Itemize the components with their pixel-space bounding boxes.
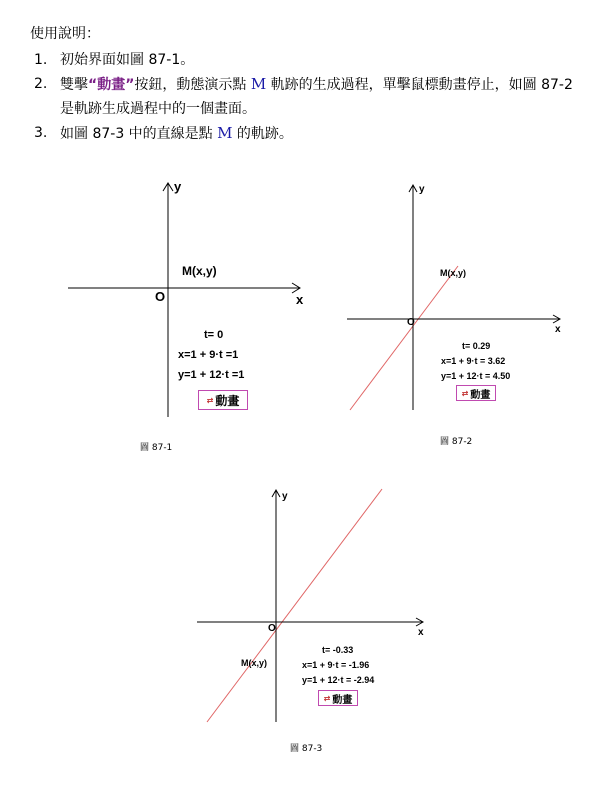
instruction-text-post: 軌跡的生成過程，單擊鼠標動畫停止，如圖 87-2 是軌跡生成過程中的一個畫面。 bbox=[60, 77, 573, 117]
animation-button-label: 動畫 bbox=[470, 389, 491, 401]
figure-caption: 圖 87-1 bbox=[140, 443, 173, 453]
origin-label: O bbox=[268, 623, 276, 634]
x-axis-label: x bbox=[418, 627, 424, 638]
instruction-text: 初始界面如圖 87-1。 bbox=[60, 52, 195, 68]
y-axis-label: y bbox=[282, 491, 288, 502]
y-equation: y=1 + 12·t =1 bbox=[178, 369, 245, 381]
point-m-label: M bbox=[217, 124, 233, 142]
y-axis-label: y bbox=[419, 184, 425, 195]
y-equation: y=1 + 12·t = -2.94 bbox=[302, 675, 375, 685]
swap-arrows-icon: ⇄ bbox=[461, 388, 469, 398]
point-label: M(x,y) bbox=[440, 268, 467, 278]
instructions bbox=[30, 22, 590, 146]
figure-caption: 圖 87-3 bbox=[290, 744, 323, 754]
animation-button-label: 動畫 bbox=[332, 694, 353, 706]
x-equation: x=1 + 9·t = 3.62 bbox=[441, 356, 506, 366]
instruction-number: 3. bbox=[34, 125, 48, 141]
x-equation: x=1 + 9·t =1 bbox=[178, 349, 239, 361]
animation-button[interactable] bbox=[198, 390, 248, 410]
figure-87-2-canvas bbox=[345, 180, 570, 415]
origin-label: O bbox=[155, 289, 166, 304]
trajectory-line bbox=[350, 266, 458, 410]
animation-button[interactable] bbox=[456, 385, 496, 401]
animation-button-label: 動畫 bbox=[215, 393, 240, 408]
origin-label: O bbox=[407, 317, 415, 328]
trajectory-line bbox=[207, 489, 382, 722]
instruction-item-1 bbox=[30, 48, 590, 72]
x-axis-label: x bbox=[555, 324, 561, 335]
instruction-text-pre: 如圖 87-3 中的直線是點 bbox=[60, 126, 218, 142]
figure-87-3-canvas bbox=[195, 485, 430, 730]
instructions-title: 使用說明： bbox=[30, 26, 100, 42]
point-label: M(x,y) bbox=[241, 658, 268, 668]
instruction-text-pre: 雙擊 bbox=[60, 77, 88, 93]
point-m-label: M bbox=[250, 75, 267, 93]
x-axis-label: x bbox=[296, 292, 304, 307]
y-axis-label: y bbox=[174, 179, 182, 194]
instruction-text-mid: 按鈕，動態演示點 bbox=[134, 77, 251, 93]
t-value-label: t= 0 bbox=[204, 329, 224, 341]
swap-arrows-icon: ⇄ bbox=[206, 395, 214, 405]
t-value-label: t= -0.33 bbox=[322, 645, 354, 655]
point-label: M(x,y) bbox=[182, 264, 217, 278]
instruction-number: 2. bbox=[34, 76, 48, 92]
animation-button[interactable] bbox=[318, 690, 358, 706]
instruction-text-post: 的軌跡。 bbox=[232, 126, 293, 142]
instruction-number: 1. bbox=[34, 52, 48, 68]
animation-keyword: “動畫” bbox=[88, 77, 135, 93]
figure-87-1-canvas bbox=[60, 175, 320, 425]
y-equation: y=1 + 12·t = 4.50 bbox=[441, 371, 511, 381]
x-equation: x=1 + 9·t = -1.96 bbox=[302, 660, 370, 670]
t-value-label: t= 0.29 bbox=[462, 341, 491, 351]
instruction-item-3 bbox=[30, 121, 590, 146]
figure-87-2 bbox=[345, 180, 570, 415]
instruction-item-2 bbox=[30, 72, 590, 121]
swap-arrows-icon: ⇄ bbox=[323, 693, 331, 703]
figure-87-1 bbox=[60, 175, 320, 425]
figure-caption: 圖 87-2 bbox=[440, 437, 473, 447]
figure-87-3 bbox=[195, 485, 430, 730]
